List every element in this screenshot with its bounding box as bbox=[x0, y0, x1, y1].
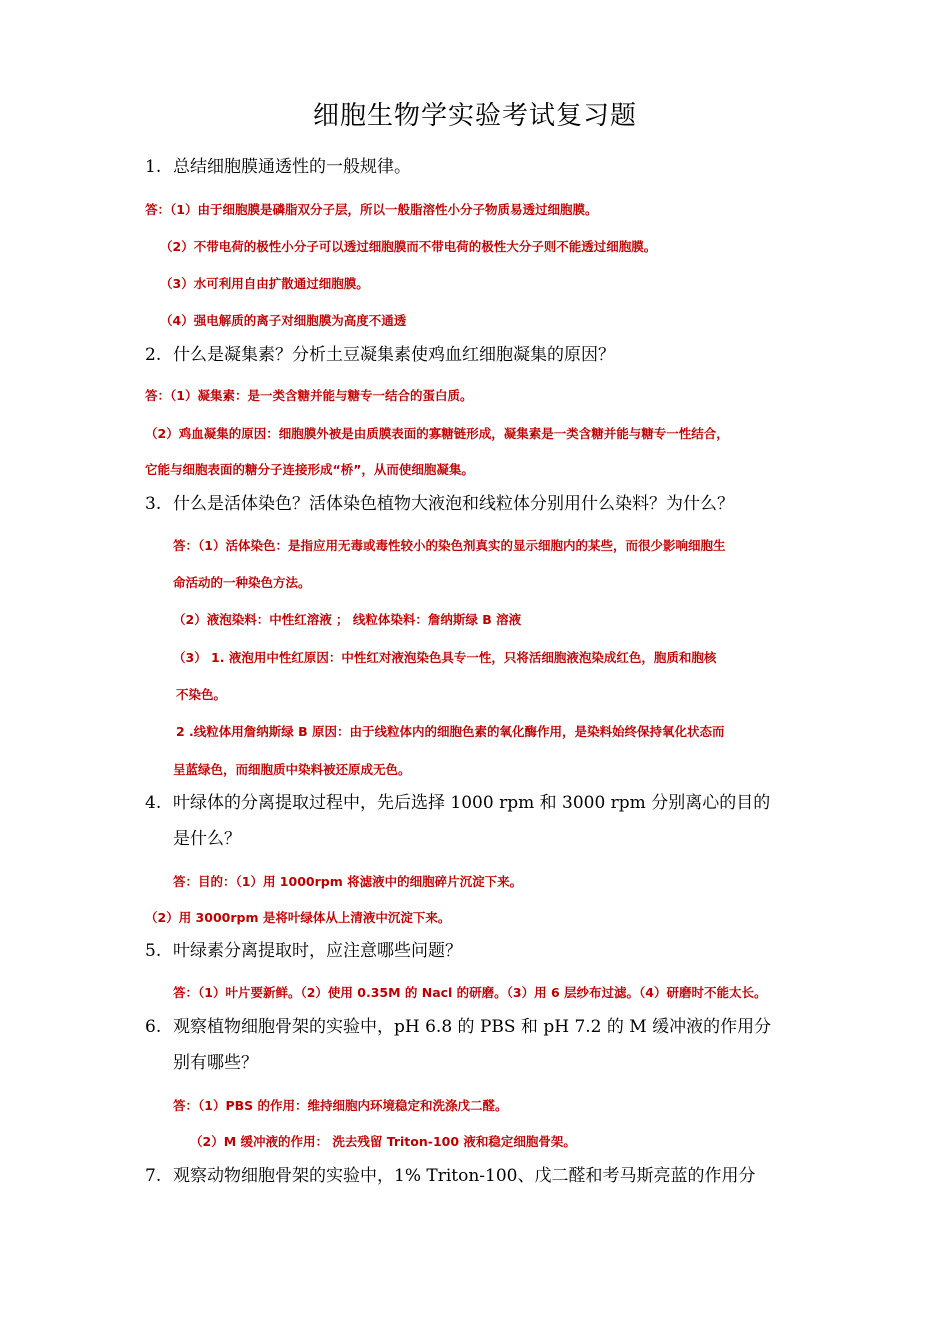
answer-line bbox=[173, 536, 725, 556]
line-text: 别有哪些？ bbox=[173, 1053, 258, 1073]
answer-line bbox=[160, 237, 656, 257]
line-text: 什么是活体染色？活体染色植物大液泡和线粒体分别用什么染料？为什么？ bbox=[173, 494, 734, 514]
line-text: 2 .线粒体用詹纳斯绿 B 原因：由于线粒体内的细胞色素的氧化酶作用，是染料始终保持氧化状态而 bbox=[176, 724, 725, 739]
question-number: 4. bbox=[145, 793, 162, 813]
question-line bbox=[145, 1163, 755, 1189]
line-text: （2）用 3000rpm 是将叶绿体从上清液中沉淀下来。 bbox=[145, 910, 451, 925]
question-number: 7. bbox=[145, 1166, 162, 1186]
line-text: 观察动物细胞骨架的实验中，1% Triton-100、戊二醛和考马斯亮蓝的作用分 bbox=[173, 1166, 756, 1186]
question-line bbox=[145, 790, 770, 816]
answer-line bbox=[145, 424, 729, 444]
line-text: 答：（1）活体染色：是指应用无毒或毒性较小的染色剂真实的显示细胞内的某些，而很少影响细胞生 bbox=[173, 538, 726, 553]
line-text: 不染色。 bbox=[176, 687, 227, 702]
question-line bbox=[145, 491, 734, 517]
answer-line bbox=[173, 1096, 508, 1116]
line-text: 答：（1）叶片要新鲜。（2）使用 0.35M 的 Nacl 的研磨。（3）用 6 层纱布过滤。（4）研磨时不能太长。 bbox=[173, 985, 767, 1000]
question-line bbox=[145, 154, 411, 180]
line-text: （2）鸡血凝集的原因：细胞膜外被是由质膜表面的寡糖链形成，凝集素是一类含糖并能与糖专一性结合， bbox=[145, 426, 729, 441]
answer-line bbox=[173, 872, 522, 892]
question-line bbox=[173, 826, 241, 852]
answer-line bbox=[145, 908, 450, 928]
answer-line bbox=[190, 1132, 576, 1152]
line-text: （2）M 缓冲液的作用： 洗去残留 Triton-100 液和稳定细胞骨架。 bbox=[190, 1134, 576, 1149]
question-number: 5. bbox=[145, 941, 162, 961]
line-text: 它能与细胞表面的糖分子连接形成“桥”，从而使细胞凝集。 bbox=[145, 462, 474, 477]
line-text: 答：（1）由于细胞膜是磷脂双分子层，所以一般脂溶性小分子物质易透过细胞膜。 bbox=[145, 202, 598, 217]
line-text: 答：（1）PBS 的作用：维持细胞内环境稳定和洗涤戊二醛。 bbox=[173, 1098, 508, 1113]
line-text: 呈蓝绿色，而细胞质中染料被还原成无色。 bbox=[173, 762, 411, 777]
answer-line bbox=[176, 685, 226, 705]
line-text: 总结细胞膜通透性的一般规律。 bbox=[173, 157, 411, 177]
answer-line bbox=[160, 274, 369, 294]
question-number: 6. bbox=[145, 1017, 162, 1037]
question-line bbox=[145, 1014, 771, 1040]
answer-line bbox=[173, 573, 311, 593]
question-number: 2. bbox=[145, 345, 162, 365]
line-text: （4）强电解质的离子对细胞膜为高度不通透 bbox=[160, 313, 407, 328]
question-number: 1. bbox=[145, 157, 162, 177]
answer-line bbox=[173, 648, 716, 668]
line-text: 命活动的一种染色方法。 bbox=[173, 575, 311, 590]
answer-line bbox=[145, 200, 597, 220]
answer-line bbox=[160, 311, 406, 331]
answer-line bbox=[145, 386, 472, 406]
question-line bbox=[145, 938, 462, 964]
answer-line bbox=[173, 610, 521, 630]
answer-line bbox=[176, 722, 725, 742]
question-line bbox=[145, 342, 615, 368]
line-text: 叶绿体的分离提取过程中，先后选择 1000 rpm 和 3000 rpm 分别离心的目的 bbox=[173, 793, 771, 813]
line-text: 是什么？ bbox=[173, 829, 241, 849]
answer-line bbox=[173, 983, 766, 1003]
question-line bbox=[173, 1050, 258, 1076]
line-text: 答：目的：（1）用 1000rpm 将滤液中的细胞碎片沉淀下来。 bbox=[173, 874, 523, 889]
line-text: （2）不带电荷的极性小分子可以透过细胞膜而不带电荷的极性大分子则不能透过细胞膜。 bbox=[160, 239, 657, 254]
line-text: 观察植物细胞骨架的实验中，pH 6.8 的 PBS 和 pH 7.2 的 M 缓冲液的作用分 bbox=[173, 1017, 772, 1037]
line-text: （2）液泡染料：中性红溶液 ； 线粒体染料：詹纳斯绿 B 溶液 bbox=[173, 612, 522, 627]
line-text: 什么是凝集素？分析土豆凝集素使鸡血红细胞凝集的原因？ bbox=[173, 345, 615, 365]
line-text: （3） 1. 液泡用中性红原因：中性红对液泡染色具专一性，只将活细胞液泡染成红色，胞质和胞核 bbox=[173, 650, 717, 665]
question-number: 3. bbox=[145, 494, 162, 514]
answer-line bbox=[173, 760, 411, 780]
line-text: 叶绿素分离提取时，应注意哪些问题？ bbox=[173, 941, 462, 961]
line-text: 答：（1）凝集素：是一类含糖并能与糖专一结合的蛋白质。 bbox=[145, 388, 473, 403]
document-title: 细胞生物学实验考试复习题 bbox=[312, 101, 637, 131]
line-text: （3）水可利用自由扩散通过细胞膜。 bbox=[160, 276, 369, 291]
answer-line bbox=[145, 460, 474, 480]
